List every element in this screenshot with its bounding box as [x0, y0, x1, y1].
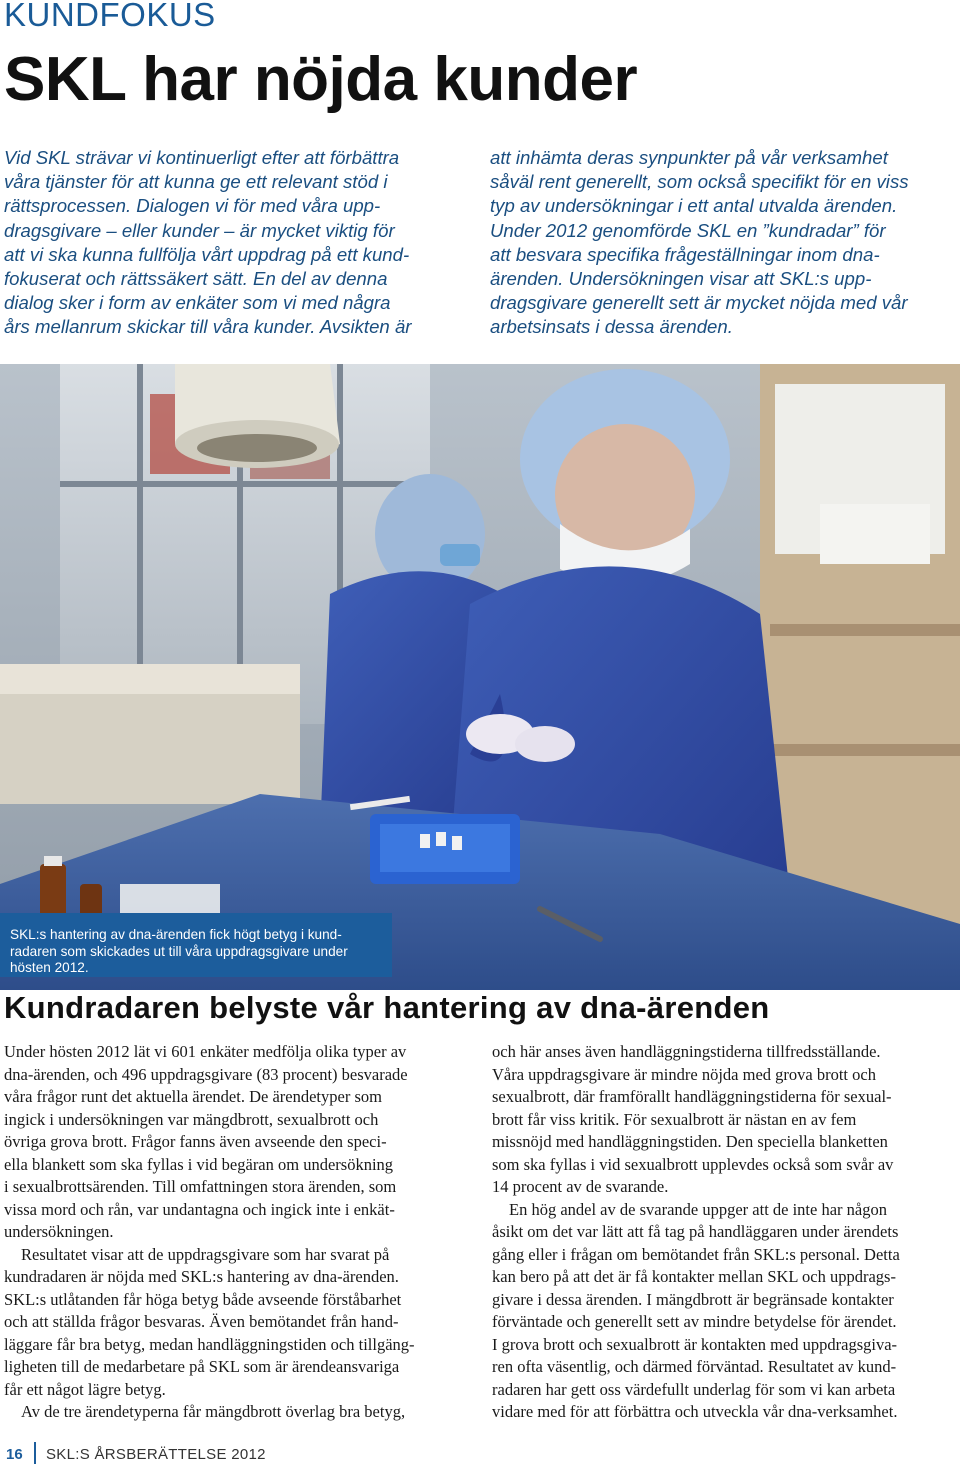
ingress-left-column — [4, 146, 459, 340]
ingress-line: att vi ska kunna fullfölja vårt uppdrag på ett kund- — [4, 243, 410, 265]
ingress-line: dragsgivare – eller kunder – är mycket viktig för — [4, 219, 395, 241]
caption-line: radaren som skickades ut till våra uppdragsgivare under — [10, 943, 348, 959]
body-line: får ett något lägre betyg. — [4, 1379, 166, 1399]
body-line: ingick i undersökningen var mängdbrott, sexualbrott och — [4, 1109, 379, 1129]
section-label: KUNDFOKUS — [4, 0, 216, 33]
body-line: våra frågor runt det aktuella ärendet. De ärendetyper som — [4, 1087, 382, 1106]
ingress-line: att besvara specifika frågeställningar inom dna- — [490, 243, 880, 265]
body-line: missnöjd med handläggningstiden. Den speciella blanketten — [492, 1132, 888, 1151]
body-line: En hög andel av de svarande uppger att de inte har någon — [509, 1199, 887, 1219]
body-line: kan bero på att det är få kontakter mellan SKL och uppdrags- — [492, 1267, 896, 1286]
body-line: sexualbrott, där framförallt handläggningstiderna för sexual- — [492, 1087, 892, 1106]
body-line: undersökningen. — [4, 1222, 114, 1241]
ingress-right-column — [490, 146, 958, 340]
body-line: givare i dessa ärenden. I mängdbrott är begränsade kontakter — [492, 1289, 894, 1309]
ingress-line: att inhämta deras synpunkter på vår verksamhet — [490, 147, 888, 168]
ingress-line: dialog sker i form av enkäter som vi med några — [4, 292, 391, 314]
body-line: Resultatet visar att de uppdragsgivare som har svarat på — [21, 1244, 390, 1264]
ingress-line: typ av undersökningar i ett antal utvalda ärenden. — [490, 195, 898, 217]
ingress-line: arbetsinsats i dessa ärenden. — [490, 316, 733, 338]
body-line: radaren har gett oss värdefullt underlag för som vi kan arbeta — [492, 1379, 896, 1399]
body-line: åsikt om det var lätt att få tag på handläggaren under ärendets — [492, 1222, 899, 1241]
body-line: i sexualbrottsärenden. Till omfattningen stora ärenden, som — [4, 1177, 397, 1196]
body-line: Våra uppdragsgivare är mindre nöjda med grova brott och — [492, 1064, 876, 1084]
body-line: läggare får bra betyg, medan handläggningstiden och tillgäng- — [4, 1334, 415, 1354]
body-line: ren ofta väsentlig, och därmed förväntad. Resultatet av kund- — [492, 1357, 897, 1376]
ingress-line: såväl rent generellt, som också specifikt för en viss — [490, 171, 909, 193]
ingress-line: års mellanrum skickar till våra kunder. Avsikten är — [4, 316, 412, 338]
publication-name: SKL:S ÅRSBERÄTTELSE 2012 — [46, 1446, 266, 1463]
body-line: och att ställda frågor besvaras. Även bemötandet från hand- — [4, 1312, 399, 1331]
body-line: övriga grova brott. Frågor fanns även avseende den speci- — [4, 1132, 387, 1151]
ingress-line: Under 2012 genomförde SKL en ”kundradar” för — [490, 219, 886, 241]
body-line: ella blankett som ska fyllas i vid begäran om undersökning — [4, 1154, 394, 1174]
article-subheading: Kundradaren belyste vår hantering av dna-ärenden — [4, 990, 770, 1025]
body-line: kundradaren är nöjda med SKL:s hantering av dna-ärenden. — [4, 1267, 399, 1286]
body-line: brott får viss kritik. För sexualbrott är nästan en av fem — [492, 1109, 857, 1129]
body-line: vidare med för att förbättra och utveckla vår dna-verksamhet. — [492, 1402, 898, 1421]
body-line: Av de tre ärendetyperna får mängdbrott överlag bra betyg, — [21, 1402, 406, 1421]
body-line: förväntade och generellt sett av mindre betydelse för ärendet. — [492, 1312, 897, 1331]
body-line: vissa mord och rån, var undantagna och ingick inte i enkät- — [4, 1199, 395, 1219]
body-line: dna-ärenden, och 496 uppdragsgivare (83 procent) besvarade — [4, 1064, 408, 1084]
article-right-column — [492, 1041, 954, 1424]
body-line: ligheten till de medarbetare på SKL som är ärendeansvariga — [4, 1357, 400, 1376]
photo-caption — [0, 913, 392, 977]
page-footer — [0, 1440, 300, 1464]
ingress-line: rättsprocessen. Dialogen vi för med våra upp- — [4, 195, 381, 217]
footer-divider — [34, 1442, 36, 1464]
ingress-line: Vid SKL strävar vi kontinuerligt efter att förbättra — [4, 147, 400, 168]
body-line: som ska fyllas i vid sexualbrott upplevdes också som svår av — [492, 1154, 894, 1174]
body-line: och här anses även handläggningstiderna tillfredsställande. — [492, 1042, 881, 1061]
caption-line: hösten 2012. — [10, 960, 89, 976]
body-line: Under hösten 2012 lät vi 601 enkäter medfölja olika typer av — [4, 1042, 407, 1061]
body-line: SKL:s utlåtanden får höga betyg både avseende förståbarhet — [4, 1289, 402, 1309]
ingress-line: fokuserat och rättssäkert sätt. En del av denna — [4, 268, 388, 290]
lab-photo — [0, 364, 960, 990]
article-left-column — [4, 1041, 464, 1424]
ingress-line: dragsgivare generellt sett är mycket nöjda med vår — [490, 292, 908, 314]
page-title: SKL har nöjda kunder — [4, 45, 638, 114]
ingress-line: ärenden. Undersökningen visar att SKL:s upp- — [490, 268, 872, 290]
ingress-line: våra tjänster för att kunna ge ett relevant stöd i — [4, 171, 388, 193]
body-line: I grova brott och sexualbrott är kontakten med uppdragsgiva- — [492, 1334, 898, 1354]
caption-line: SKL:s hantering av dna-ärenden fick högt betyg i kund- — [10, 927, 342, 942]
page-number: 16 — [6, 1446, 23, 1463]
body-line: 14 procent av de svarande. — [492, 1177, 669, 1196]
body-line: gång eller i frågan om bemötandet från SKL:s personal. Detta — [492, 1244, 900, 1264]
